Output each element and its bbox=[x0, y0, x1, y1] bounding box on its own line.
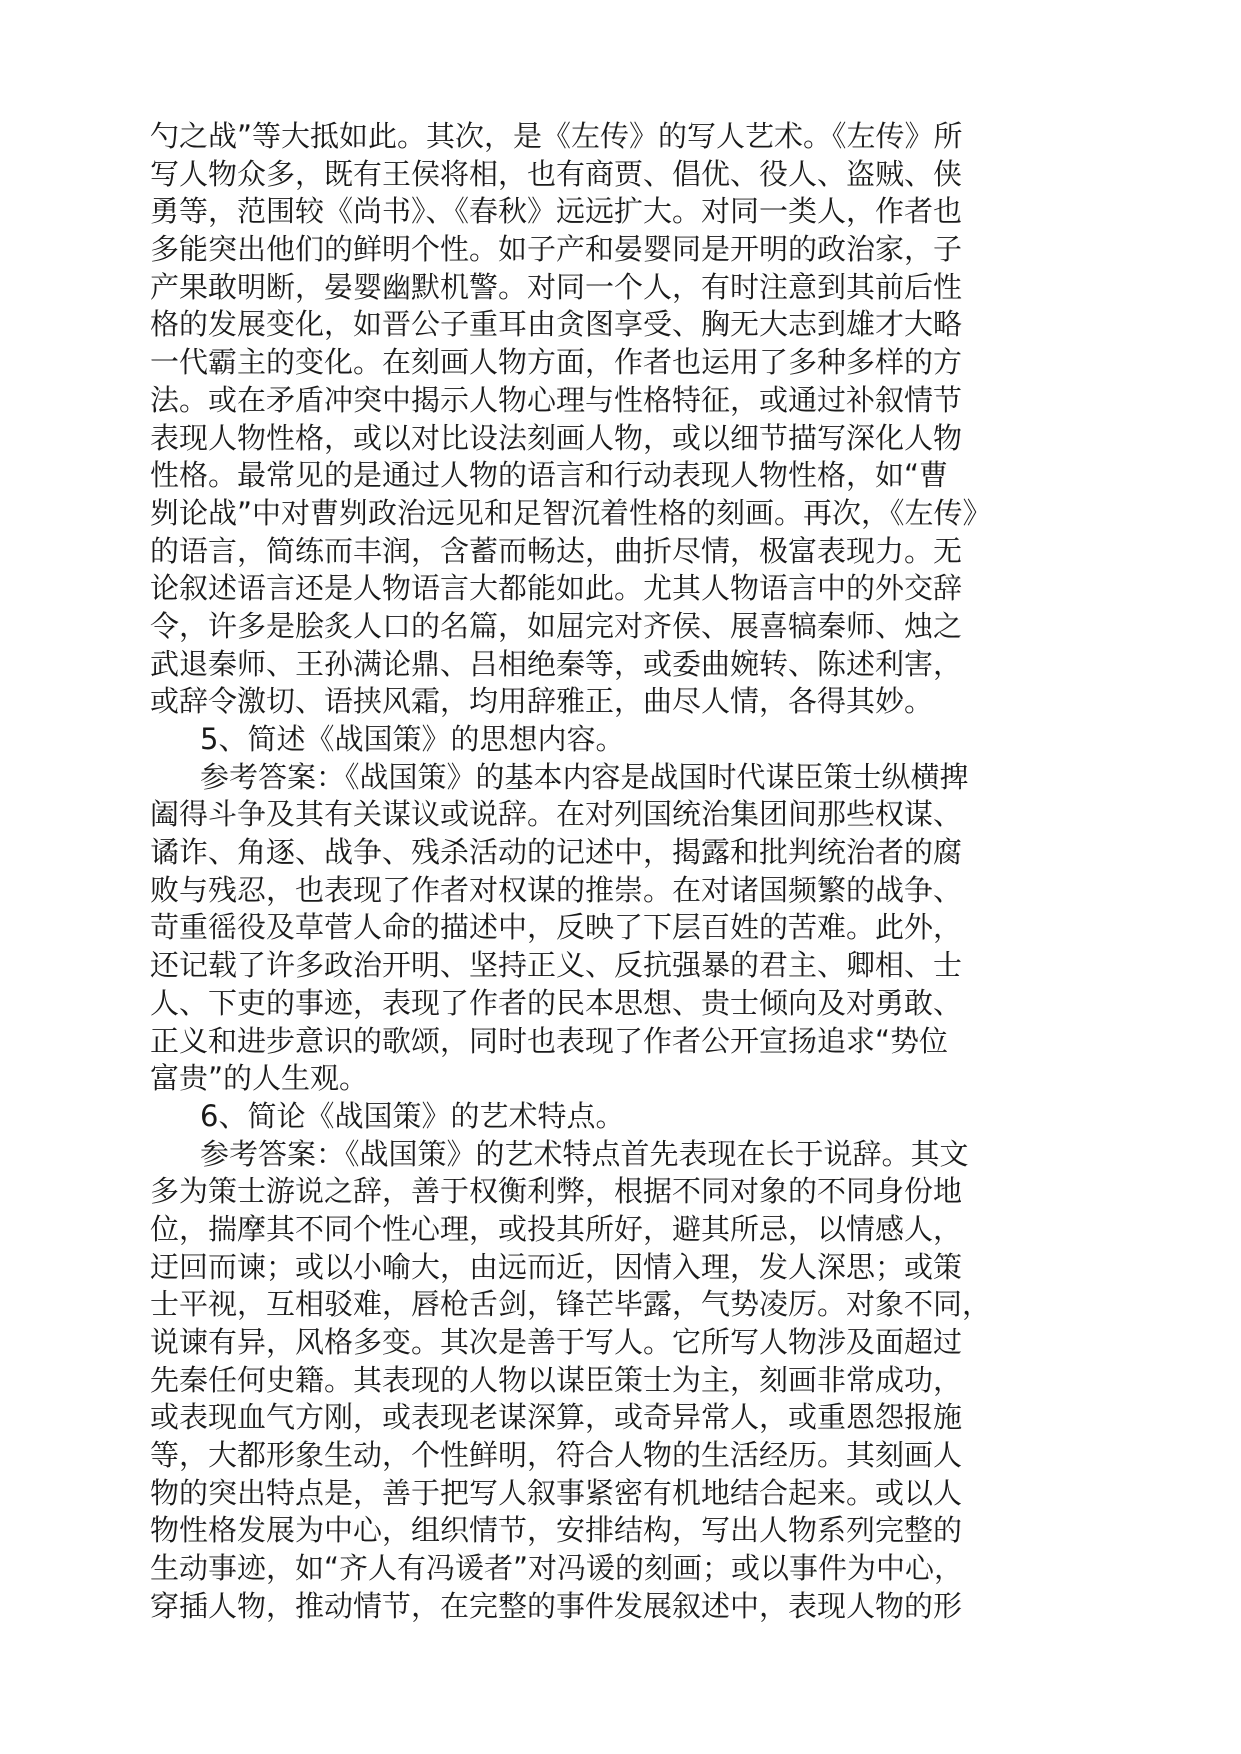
text-line: 或辞令激切、语挟风霜，均用辞雅正，曲尽人情，各得其妙。 bbox=[150, 684, 934, 719]
text-line: 说谏有异，风格多变。其次是善于写人。它所写人物涉及面超过 bbox=[150, 1325, 963, 1359]
question-heading: 5、简述《战国策》的思想内容。 bbox=[200, 722, 625, 756]
text-line: 阖得斗争及其有关谋议或说辞。在对列国统治集团间那些权谋、 bbox=[150, 797, 963, 832]
answer-first-line: 参考答案：《战国策》的基本内容是战国时代谋臣策士纵横捭 bbox=[200, 759, 969, 794]
text-line: 士平视，互相驳难，唇枪舌剑，锋芒毕露，气势凌厉。对象不同， bbox=[150, 1287, 992, 1322]
text-line: 多能突出他们的鲜明个性。如子产和晏婴同是开明的政治家，子 bbox=[150, 232, 963, 267]
text-line: 写人物众多，既有王侯将相，也有商贾、倡优、役人、盗贼、侠 bbox=[150, 156, 963, 191]
text-line: 产果敢明断，晏婴幽默机警。对同一个人，有时注意到其前后性 bbox=[150, 269, 963, 304]
text-line: 或表现血气方刚，或表现老谋深算，或奇异常人，或重恩怨报施 bbox=[150, 1400, 963, 1435]
body-text bbox=[150, 118, 1095, 1626]
text-line: 表现人物性格，或以对比设法刻画人物，或以细节描写深化人物 bbox=[150, 420, 963, 455]
text-line: 性格。最常见的是通过人物的语言和行动表现人物性格，如“曹 bbox=[150, 458, 949, 493]
text-line: 正义和进步意识的歌颂，同时也表现了作者公开宣扬追求“势位 bbox=[150, 1023, 949, 1058]
text-line: 一代霸主的变化。在刻画人物方面，作者也运用了多种多样的方 bbox=[150, 345, 963, 380]
text-line: 令，许多是脍炙人口的名篇，如屈完对齐侯、展喜犒秦师、烛之 bbox=[150, 608, 963, 643]
text-line: 的语言，简练而丰润，含蓄而畅达，曲折尽情，极富表现力。无 bbox=[150, 533, 963, 568]
question-heading: 6、简论《战国策》的艺术特点。 bbox=[200, 1098, 625, 1133]
text-line: 还记载了许多政治开明、坚持正义、反抗强暴的君主、卿相、士 bbox=[150, 948, 963, 983]
text-line: 谲诈、角逐、战争、残杀活动的记述中，揭露和批判统治者的腐 bbox=[150, 835, 963, 870]
text-line: 位，揣摩其不同个性心理，或投其所好，避其所忌，以情感人， bbox=[150, 1211, 963, 1246]
text-line: 富贵”的人生观。 bbox=[150, 1061, 369, 1096]
text-line: 勇等，范围较《尚书》、《春秋》远远扩大。对同一类人，作者也 bbox=[150, 194, 963, 229]
text-line: 苛重徭役及草菅人命的描述中，反映了下层百姓的苦难。此外， bbox=[150, 910, 963, 945]
text-line: 法。或在矛盾冲突中揭示人物心理与性格特征，或通过补叙情节 bbox=[150, 382, 963, 417]
text-line: 多为策士游说之辞，善于权衡利弊，根据不同对象的不同身份地 bbox=[150, 1174, 963, 1209]
text-line: 物的突出特点是，善于把写人叙事紧密有机地结合起来。或以人 bbox=[150, 1475, 963, 1510]
text-line: 刿论战”中对曹刿政治远见和足智沉着性格的刻画。再次，《左传》 bbox=[150, 495, 992, 530]
text-line: 勺之战”等大抵如此。其次，是《左传》的写人艺术。《左传》所 bbox=[150, 119, 963, 153]
text-line: 迂回而谏；或以小喻大，由远而近，因情入理，发人深思；或策 bbox=[150, 1249, 963, 1284]
text-line: 等，大都形象生动，个性鲜明，符合人物的生活经历。其刻画人 bbox=[150, 1438, 963, 1473]
text-line: 格的发展变化，如晋公子重耳由贪图享受、胸无大志到雄才大略 bbox=[150, 307, 963, 342]
text-line: 败与残忍，也表现了作者对权谋的推崇。在对诸国频繁的战争、 bbox=[150, 872, 963, 907]
text-line: 生动事迹，如“齐人有冯谖者”对冯谖的刻画；或以事件为中心， bbox=[150, 1551, 964, 1586]
text-line: 人、下吏的事迹，表现了作者的民本思想、贵士倾向及对勇敢、 bbox=[150, 985, 963, 1020]
text-line: 武退秦师、王孙满论鼎、吕相绝秦等，或委曲婉转、陈述利害， bbox=[150, 646, 963, 681]
answer-first-line: 参考答案：《战国策》的艺术特点首先表现在长于说辞。其文 bbox=[200, 1136, 969, 1171]
text-line: 先秦任何史籍。其表现的人物以谋臣策士为主，刻画非常成功， bbox=[150, 1362, 963, 1397]
text-line: 物性格发展为中心，组织情节，安排结构，写出人物系列完整的 bbox=[150, 1513, 963, 1548]
text-line: 论叙述语言还是人物语言大都能如此。尤其人物语言中的外交辞 bbox=[150, 571, 963, 606]
text-line: 穿插人物，推动情节，在完整的事件发展叙述中，表现人物的形 bbox=[150, 1588, 963, 1623]
